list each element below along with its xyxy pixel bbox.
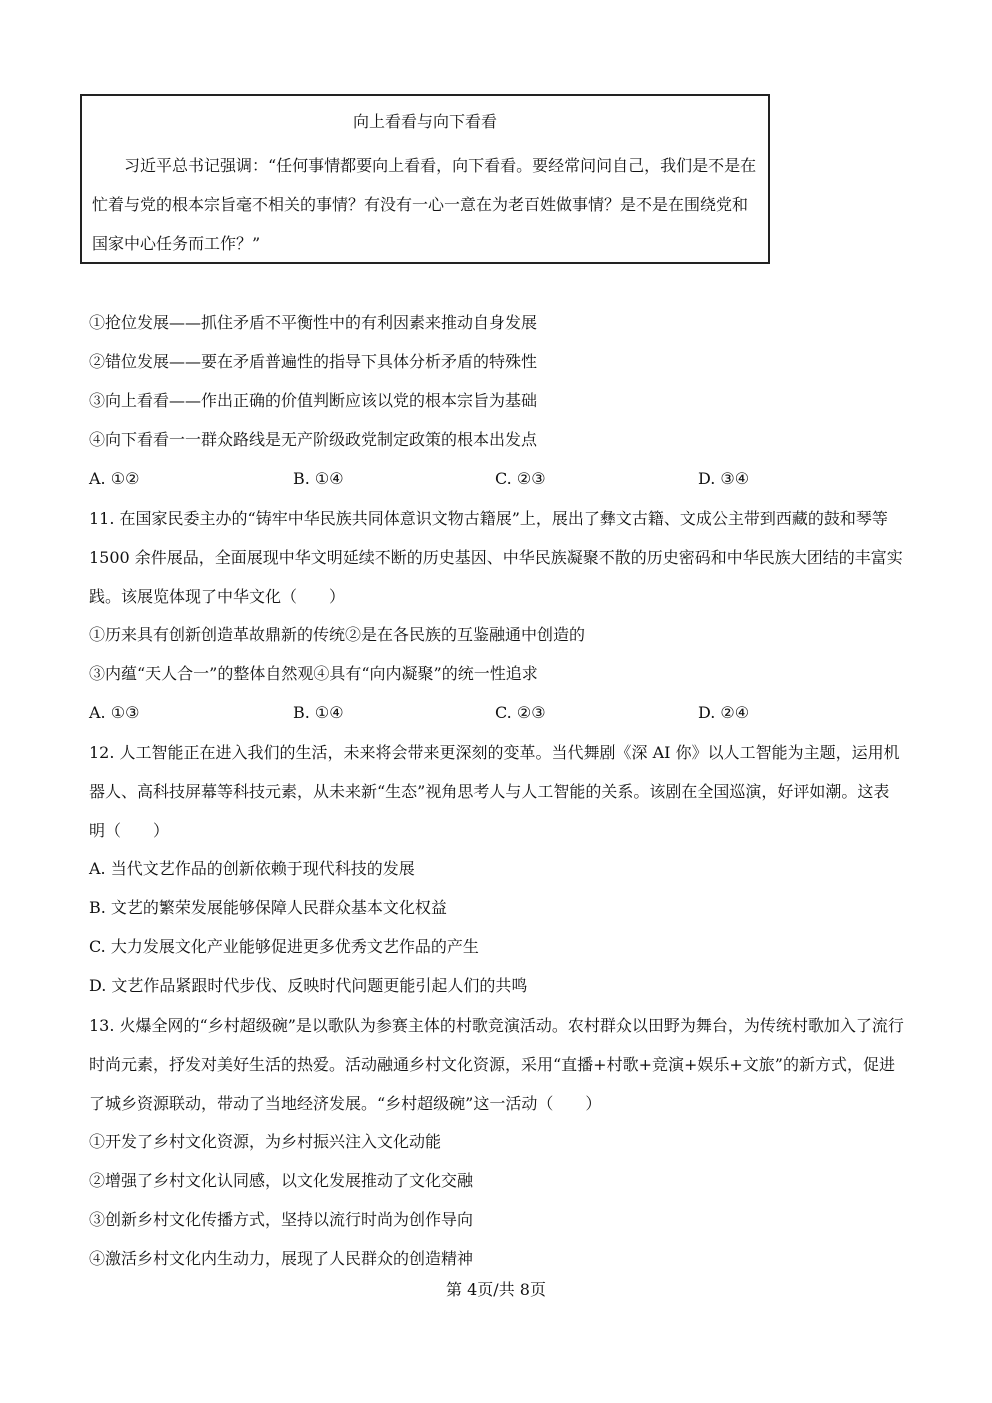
quote-box-title: 向上看看与向下看看 (352, 112, 497, 131)
quote-box-text: 习近平总书记强调：“任何事情都要向上看看，向下看看。要经常问问自己，我们是不是在忙着与党的根本宗旨毫不相关的事情？有没有一心一意在为老百姓做事情？是不是在围绕党和国家中心任务而工作？” (92, 156, 757, 253)
q12-option-b: B. 文艺的繁荣发展能够保障人民群众基本文化权益 (89, 898, 447, 917)
q11-items-line-1: ①历来具有创新创造革故鼎新的传统②是在各民族的互鉴融通中创造的 (89, 625, 586, 644)
q11-option-b: B. ①④ (293, 703, 344, 722)
q11-option-a: A. ①③ (89, 703, 140, 722)
q10-option-b: B. ①④ (293, 469, 344, 488)
q13-item-4: ④激活乡村文化内生动力，展现了人民群众的创造精神 (89, 1249, 474, 1268)
q11-option-c: C. ②③ (495, 703, 546, 722)
q11-items-line-2: ③内蕴“天人合一”的整体自然观④具有“向内凝聚”的统一性追求 (89, 664, 538, 683)
q13-item-1: ①开发了乡村文化资源，为乡村振兴注入文化动能 (89, 1132, 442, 1151)
q12-option-d: D. 文艺作品紧跟时代步伐、反映时代问题更能引起人们的共鸣 (89, 976, 528, 995)
q11-stem: 11. 在国家民委主办的“铸牢中华民族共同体意识文物古籍展”上，展出了彝文古籍、文成公主带到西藏的鼓和琴等 1500 余件展品，全面展现中华文明延续不断的历史基因、中华民族凝聚不散的历史密码和中华民族大团结的丰富实践。该展览体现了中华文化（ ） (89, 509, 903, 606)
q10-item-4: ④向下看看一一群众路线是无产阶级政党制定政策的根本出发点 (89, 430, 538, 449)
q10-option-a: A. ①② (89, 469, 140, 488)
q11-option-d: D. ②④ (698, 703, 750, 722)
q10-item-2: ②错位发展——要在矛盾普遍性的指导下具体分析矛盾的特殊性 (89, 352, 538, 371)
q10-item-3: ③向上看看——作出正确的价值判断应该以党的根本宗旨为基础 (89, 391, 538, 410)
q13-item-3: ③创新乡村文化传播方式，坚持以流行时尚为创作导向 (89, 1210, 474, 1229)
q13-stem: 13. 火爆全网的“乡村超级碗”是以歌队为参赛主体的村歌竞演活动。农村群众以田野为舞台，为传统村歌加入了流行时尚元素，抒发对美好生活的热爱。活动融通乡村文化资源，采用“直播+村歌+竞演+娱乐+文旅”的新方式，促进了城乡资源联动，带动了当地经济发展。“乡村超级碗”这一活动（ ） (89, 1016, 904, 1113)
quote-box (80, 94, 770, 264)
q12-stem: 12. 人工智能正在进入我们的生活，未来将会带来更深刻的变革。当代舞剧《深 AI 你》以人工智能为主题，运用机器人、高科技屏幕等科技元素，从未来新“生态”视角思考人与人工智能的关系。该剧在全国巡演，好评如潮。这表明（ ） (89, 743, 900, 840)
q12-option-c: C. 大力发展文化产业能够促进更多优秀文艺作品的产生 (89, 937, 479, 956)
q13-item-2: ②增强了乡村文化认同感，以文化发展推动了文化交融 (89, 1171, 474, 1190)
q10-item-1: ①抢位发展——抓住矛盾不平衡性中的有利因素来推动自身发展 (89, 313, 538, 332)
q12-option-a: A. 当代文艺作品的创新依赖于现代科技的发展 (89, 859, 415, 878)
q10-option-c: C. ②③ (495, 469, 546, 488)
page-number: 第 4页/共 8页 (446, 1280, 546, 1299)
q10-option-d: D. ③④ (698, 469, 750, 488)
